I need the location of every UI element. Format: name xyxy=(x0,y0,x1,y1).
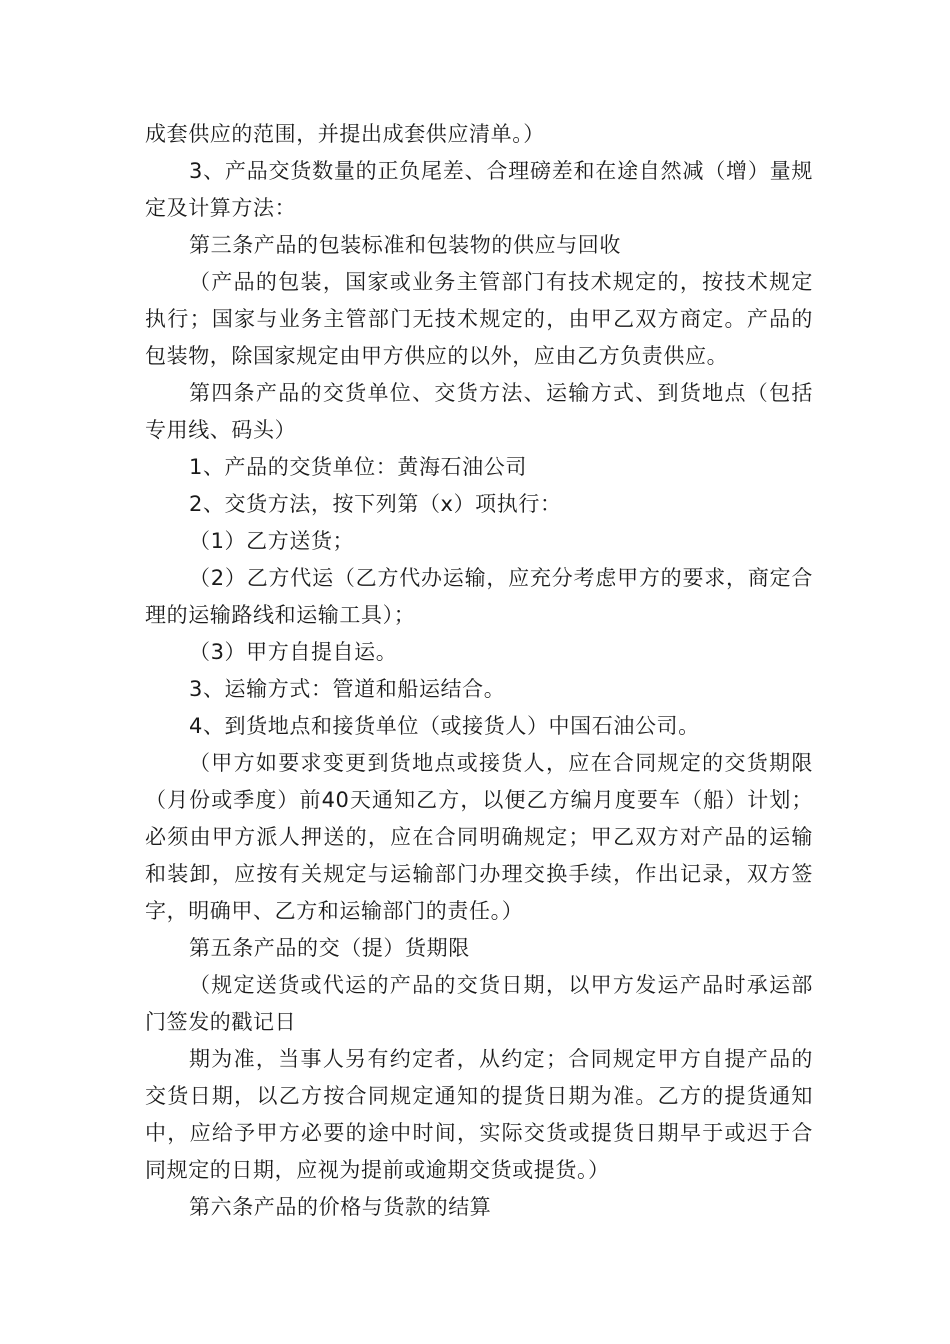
paragraph-item-3-quantity: 3、产品交货数量的正负尾差、合理磅差和在途自然减（增）量规定及计算方法： xyxy=(145,159,813,220)
paragraph-continuation: 成套供应的范围，并提出成套供应清单。） xyxy=(145,122,545,146)
paragraph-option-1: （1）乙方送货； xyxy=(189,529,355,553)
paragraph-delivery-date: （规定送货或代运的产品的交货日期，以甲方发运产品时承运部门签发的戳记日 xyxy=(145,973,813,1034)
paragraph-delivery-method: 2、交货方法，按下列第（x）项执行： xyxy=(189,492,562,516)
article-5-heading: 第五条产品的交（提）货期限 xyxy=(189,936,470,960)
document-body xyxy=(145,116,813,1226)
paragraph-delivery-unit: 1、产品的交货单位：黄海石油公司 xyxy=(189,455,527,479)
article-3-heading: 第三条产品的包装标准和包装物的供应与回收 xyxy=(189,233,621,257)
article-6-heading: 第六条产品的价格与货款的结算 xyxy=(189,1195,492,1219)
paragraph-option-2: （2）乙方代运（乙方代办运输，应充分考虑甲方的要求，商定合理的运输路线和运输工具）； xyxy=(145,566,813,627)
paragraph-change-notice: （甲方如要求变更到货地点或接货人，应在合同规定的交货期限（月份或季度）前40天通知乙方，以便乙方编月度要车（船）计划；必须由甲方派人押送的，应在合同明确规定；甲乙双方对产品的运输和装卸，应按有关规定与运输部门办理交换手续，作出记录，双方签字，明确甲、乙方和运输部门的责任。） xyxy=(145,751,813,923)
paragraph-destination: 4、到货地点和接货单位（或接货人）中国石油公司。 xyxy=(189,714,700,738)
article-4-heading: 第四条产品的交货单位、交货方法、运输方式、到货地点（包括专用线、码头） xyxy=(145,381,813,442)
paragraph-transport-mode: 3、运输方式：管道和船运结合。 xyxy=(189,677,506,701)
paragraph-option-3: （3）甲方自提自运。 xyxy=(189,640,398,664)
paragraph-delivery-date-cont: 期为准，当事人另有约定者，从约定；合同规定甲方自提产品的交货日期，以乙方按合同规定通知的提货日期为准。乙方的提货通知中，应给予甲方必要的途中时间，实际交货或提货日期早于或迟于合同规定的日期，应视为提前或逾期交货或提货。） xyxy=(145,1047,813,1182)
paragraph-packaging: （产品的包装，国家或业务主管部门有技术规定的，按技术规定执行；国家与业务主管部门无技术规定的，由甲乙双方商定。产品的包装物，除国家规定由甲方供应的以外，应由乙方负责供应。 xyxy=(145,270,813,368)
